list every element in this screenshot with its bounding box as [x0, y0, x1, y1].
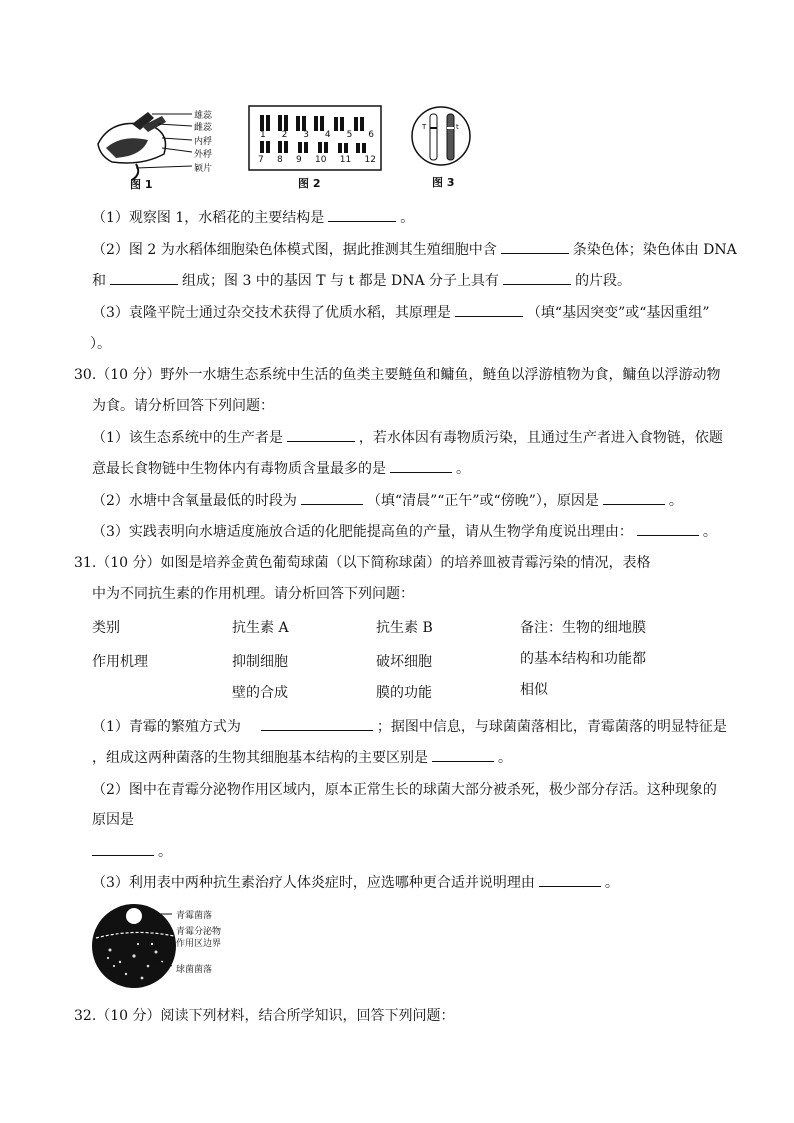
petri-dish-diagram [90, 900, 260, 990]
table-cell: 壁的合成 [232, 685, 288, 701]
punct: 。 [604, 875, 619, 891]
table-cell: 抑制细胞 [232, 654, 288, 670]
answer-blank[interactable] [455, 302, 523, 317]
punct: 。 [158, 844, 172, 860]
figure-1 [92, 104, 232, 190]
q31-part3-text: （3）利用表中两种抗生素治疗人体炎症时，应选哪种更合适并说明理由 [92, 875, 535, 891]
fig2-row1-numbers [260, 130, 374, 140]
q29-part2-line1 [92, 239, 737, 259]
q30-part1-line2 [92, 458, 470, 478]
q29-part2-text: 的片段。 [575, 273, 632, 289]
punct: 。 [456, 461, 470, 477]
answer-blank[interactable] [287, 427, 355, 442]
q31-part1-line2 [92, 747, 512, 767]
q30-part1-text: 意最长食物链中生物体内有毒物质含量最多的是 [92, 461, 386, 477]
chromosome-number: 4 [324, 130, 331, 140]
q29-part1-text: （1）观察图 1，水稻花的主要结构是 [92, 210, 325, 226]
q32-heading: 32.（10 分）阅读下列材料，结合所学知识，回答下列问题： [74, 1008, 455, 1024]
answer-blank[interactable] [503, 270, 571, 285]
fig2-row2-numbers [258, 155, 376, 165]
table-cell: 抗生素 B [376, 620, 433, 636]
answer-blank[interactable] [328, 207, 396, 222]
answer-blank[interactable] [390, 458, 452, 473]
fig1-label-palea: 内稃 [194, 137, 213, 147]
fig1-label-lemma: 外稃 [194, 150, 213, 160]
q31-part1-text: ，组成这两种菌落的生物其细胞基本结构的主要区别是 [92, 750, 428, 766]
table-cell: 膜的功能 [376, 685, 432, 701]
answer-blank[interactable] [261, 716, 373, 731]
q30-part2 [92, 490, 683, 510]
q30-part2-text: （填“清晨”“正午”或“傍晚”），原因是 [366, 493, 599, 509]
chromosome-number: 11 [339, 155, 352, 165]
q31-part1-line1 [92, 716, 727, 736]
q29-part2-text: 和 [92, 273, 106, 289]
punct: 。 [400, 210, 415, 226]
homologous-chromosomes-diagram [410, 104, 472, 170]
table-cell: 备注：生物的细地膜 [520, 620, 646, 636]
q30-part1-text: ，若水体因有毒物质污染，且通过生产者进入食物链，依题 [358, 430, 723, 446]
chromosome-number: 10 [315, 155, 327, 165]
figure-2 [248, 105, 382, 189]
q29-part1 [92, 207, 414, 227]
chromosome-number: 8 [277, 155, 283, 165]
table-cell: 破坏细胞 [376, 654, 432, 670]
punct: 。 [702, 524, 717, 540]
fig1-label-pistil: 雌蕊 [194, 123, 213, 133]
fig1-label-stamen: 雄蕊 [194, 111, 213, 121]
q31-heading: 31.（10 分）如图是培养金黄色葡萄球菌（以下简称球菌）的培养皿被青霉污染的情况，表格 [74, 555, 651, 571]
q31-part3 [92, 872, 619, 892]
gene-label-T: T [422, 123, 427, 131]
petri-label-coccus: 球菌菌落 [176, 965, 213, 975]
table-cell: 抗生素 A [232, 620, 289, 636]
gene-label-t: t [456, 123, 459, 131]
q29-part3-line1 [92, 302, 710, 322]
q29-part3-text: ）。 [90, 336, 111, 352]
chromosome-number: 3 [303, 130, 310, 140]
punct: 。 [668, 493, 683, 509]
answer-blank[interactable] [432, 747, 494, 762]
q31-part2-line3 [88, 841, 172, 861]
petri-dish-figure [90, 900, 260, 990]
answer-blank[interactable] [501, 239, 569, 254]
q29-part2-line2 [92, 270, 631, 290]
chromosome-number: 7 [258, 155, 264, 165]
table-cell: 相似 [520, 682, 548, 698]
q29-part2-text: 条染色体；染色体由 DNA [572, 242, 737, 258]
chromosome-number: 2 [281, 130, 288, 140]
fig1-label-glume: 颖片 [194, 164, 213, 174]
fig3-caption: 图 3 [432, 176, 455, 189]
q29-part3-line2 [90, 333, 111, 353]
chromosome-number: 5 [346, 130, 353, 140]
q30-part2-text: （2）水塘中含氧量最低的时段为 [92, 493, 297, 509]
answer-blank[interactable] [539, 872, 601, 887]
fig2-caption: 图 2 [298, 177, 321, 190]
answer-blank[interactable] [637, 521, 699, 536]
table-cell: 的基本结构和功能都 [520, 651, 646, 667]
q30-part3-text: （3）实践表明向水塘适度施放合适的化肥能提高鱼的产量，请从生物学角度说出理由： [92, 524, 633, 540]
q31-part1-text: （1）青霉的繁殖方式为 [92, 719, 241, 735]
q29-part2-text: 组成；图 3 中的基因 T 与 t 都是 DNA 分子上具有 [182, 273, 500, 289]
q30-part3 [92, 521, 717, 541]
q31-heading-cont: 中为不同抗生素的作用机理。请分析回答下列问题： [92, 586, 414, 602]
chromosome-number: 12 [364, 155, 376, 165]
answer-blank[interactable] [110, 270, 178, 285]
q30-part1-text: （1）该生态系统中的生产者是 [92, 430, 283, 446]
table-cell: 作用机理 [92, 654, 148, 670]
q30-heading: 30.（10 分）野外一水塘生态系统中生活的鱼类主要鲢鱼和鳙鱼，鲢鱼以浮游植物为食，鳙鱼以浮游动物 [74, 367, 721, 383]
q29-part3-text: （3）袁隆平院士通过杂交技术获得了优质水稻，其原理是 [92, 305, 451, 321]
answer-blank[interactable] [603, 490, 665, 505]
q31-part1-text: ；据图中信息，与球菌菌落相比，青霉菌落的明显特征是 [376, 719, 727, 735]
petri-label-secretion: 青霉分泌物 [176, 927, 222, 937]
q30-part1-line1 [92, 427, 723, 447]
chromosome-number: 9 [296, 155, 302, 165]
chromosome-number: 6 [368, 130, 374, 140]
fig1-caption: 图 1 [130, 178, 153, 191]
petri-label-boundary: 作用区边界 [176, 939, 222, 949]
figure-3 [410, 104, 472, 188]
q29-part2-text: （2）图 2 为水稻体细胞染色体模式图，据此推测其生殖细胞中含 [92, 242, 497, 258]
petri-label-penicillium: 青霉菌落 [176, 911, 213, 921]
q29-part3-text: （填“基因突变”或“基因重组” [526, 305, 710, 321]
table-cell: 类别 [92, 620, 120, 636]
answer-blank[interactable] [301, 490, 363, 505]
answer-blank[interactable] [92, 841, 154, 856]
chromosome-number: 1 [260, 130, 266, 140]
q31-part2-line2: 原因是 [92, 812, 134, 828]
q31-part2-line1: （2）图中在青霉分泌物作用区域内，原本正常生长的球菌大部分被杀死，极少部分存活。这种现象的 [92, 782, 717, 798]
punct: 。 [498, 750, 512, 766]
q30-heading-cont: 为食。请分析回答下列问题： [92, 398, 274, 414]
